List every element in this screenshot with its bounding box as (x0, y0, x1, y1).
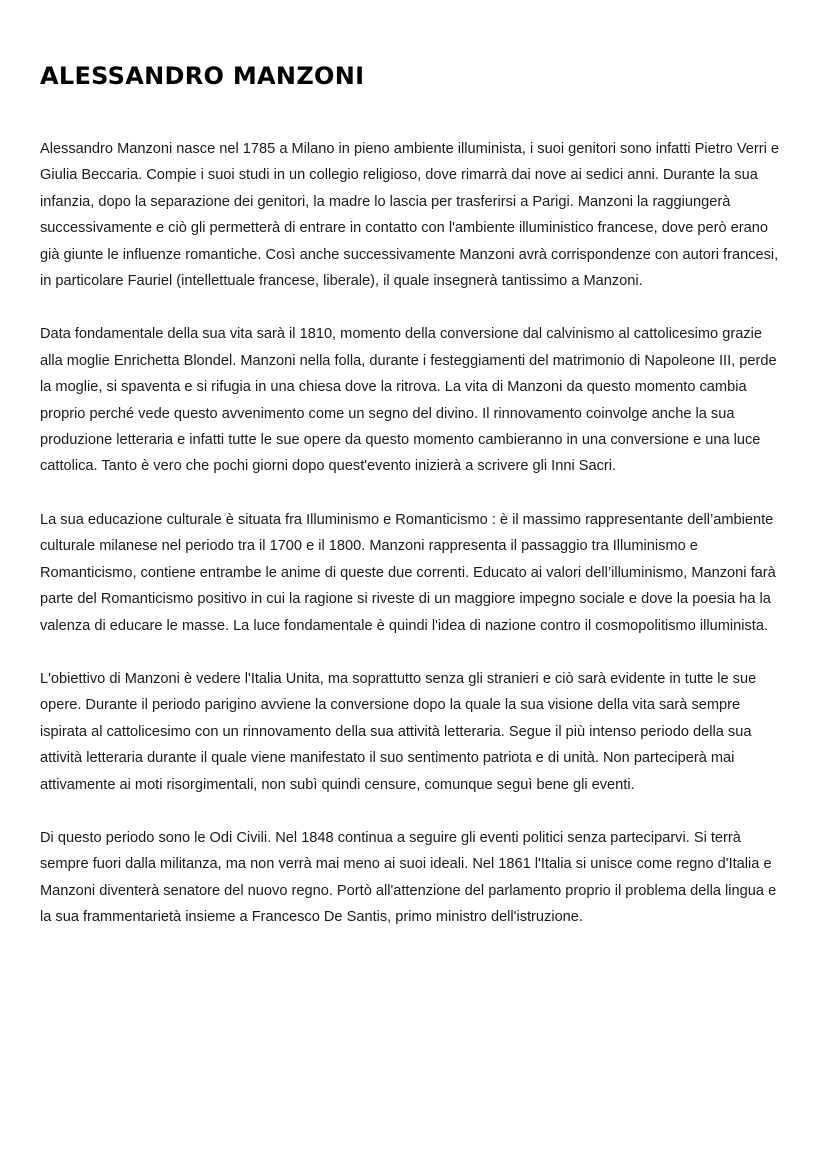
paragraph-odi-civili-senate: Di questo periodo sono le Odi Civili. Nel 1848 continua a seguire gli eventi politici senza parteciparvi. Si terrà sempre fuori dalla militanza, ma non verrà mai meno ai suoi ideali. Nel 1861 l'Italia si unisce come regno d'Italia e Manzoni diventerà senatore del nuovo regno. Portò all'attenzione del parlamento proprio il problema della lingua e la sua frammentarietà insieme a Francesco De Santis, primo ministro dell'istruzione. (40, 829, 777, 926)
paragraph-biography-early-life: Alessandro Manzoni nasce nel 1785 a Milano in pieno ambiente illuminista, i suoi genitori sono infatti Pietro Verri e Giulia Beccaria. Compie i suoi studi in un collegio religioso, dove rimarrà dai nove ai sedici anni. Durante la sua infanzia, dopo la separazione dei genitori, la madre lo lascia per trasferirsi a Parigi. Manzoni la raggiungerà successivamente e ciò gli permetterà di entrare in contatto con l'ambiente illuministico francese, dove però erano già giunte le influenze romantiche. Così anche successivamente Manzoni avrà corrispondenze con autori francesi, in particolare Fauriel (intellettuale francese, liberale), il quale insegnerà tantissimo a Manzoni. (40, 141, 780, 290)
paragraph-political-ideals: L'obiettivo di Manzoni è vedere l'Italia Unita, ma soprattutto senza gli stranieri e ciò sarà evidente in tutte le sue opere. Durante il periodo parigino avviene la conversione dopo la quale la sua visione della vita sarà sempre ispirata al cattolicesimo con un rinnovamento della sua attività letteraria. Segue il più intenso periodo della sua attività letteraria durante il quale viene manifestato il suo sentimento patriota e di unità. Non parteciperà mai attivamente ai moti risorgimentali, non subì quindi censure, comunque seguì bene gli eventi. (40, 670, 757, 793)
document-body (40, 136, 785, 958)
document-title: ALESSANDRO MANZONI (40, 62, 365, 90)
paragraph-cultural-education: La sua educazione culturale è situata fra Illuminismo e Romanticismo : è il massimo rappresentante dell’ambiente culturale milanese nel periodo tra il 1700 e il 1800. Manzoni rappresenta il passaggio tra Illuminismo e Romanticismo, contiene entrambe le anime di queste due correnti. Educato ai valori dell’illuminismo, Manzoni farà parte del Romanticismo positivo in cui la ragione si riveste di un maggiore impegno sociale e dove la poesia ha la valenza di educare le masse. La luce fondamentale è quindi l'idea di nazione contro il cosmopolitismo illuminista. (40, 511, 776, 634)
paragraph-conversion: Data fondamentale della sua vita sarà il 1810, momento della conversione dal calvinismo al cattolicesimo grazie alla moglie Enrichetta Blondel. Manzoni nella folla, durante i festeggiamenti del matrimonio di Napoleone III, perde la moglie, si spaventa e si rifugia in una chiesa dove la ritrova. La vita di Manzoni da questo momento cambia proprio perché vede questo avvenimento come un segno del divino. Il rinnovamento coinvolge anche la sua produzione letteraria e infatti tutte le sue opere da questo momento cambieranno in una conversione e una luce cattolica. Tanto è vero che pochi giorni dopo quest'evento inizierà a scrivere gli Inni Sacri. (40, 326, 777, 475)
